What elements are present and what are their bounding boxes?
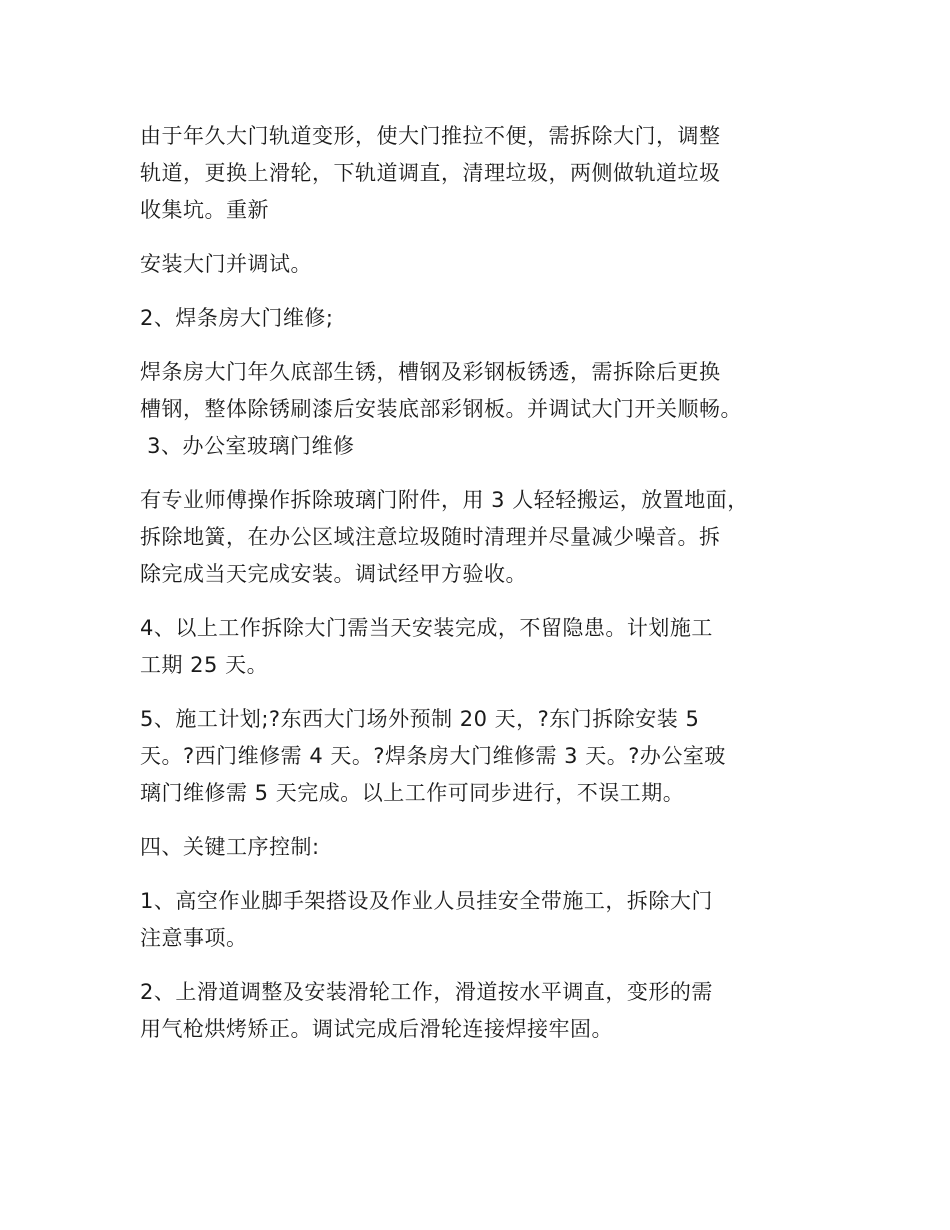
text-line: 焊条房大门年久底部生锈，槽钢及彩钢板锈透，需拆除后更换	[140, 360, 721, 384]
text-line: 天。?西门维修需 4 天。?焊条房大门维修需 3 天。?办公室玻	[140, 744, 726, 768]
text-line: 工期 25 天。	[140, 653, 269, 677]
paragraph-control-1	[140, 883, 825, 957]
document-body	[140, 118, 825, 1048]
text-line: 由于年久大门轨道变形，使大门推拉不便，需拆除大门，调整	[140, 124, 721, 148]
text-line: 4、以上工作拆除大门需当天安装完成，不留隐患。计划施工	[140, 616, 713, 640]
text-line: 拆除地簧，在办公区域注意垃圾随时清理并尽量减少噪音。拆	[140, 525, 721, 549]
text-line: 有专业师傅操作拆除玻璃门附件，用 3 人轻轻搬运，放置地面，	[140, 488, 749, 512]
text-line: 收集坑。重新	[140, 198, 269, 222]
text-line: 1、高空作业脚手架搭设及作业人员挂安全带施工，拆除大门	[140, 889, 713, 913]
paragraph-control-2	[140, 974, 825, 1048]
text-line: 用气枪烘烤矫正。调试完成后滑轮连接焊接牢固。	[140, 1017, 613, 1041]
heading-item-2	[140, 300, 825, 337]
text-line: 槽钢，整体除锈刷漆后安装底部彩钢板。并调试大门开关顺畅。	[140, 397, 742, 421]
text-line: 3、办公室玻璃门维修	[140, 434, 355, 458]
paragraph-item-4	[140, 610, 825, 684]
paragraph-item-2	[140, 354, 825, 465]
text-line: 除完成当天完成安装。调试经甲方验收。	[140, 562, 527, 586]
text-line: 四、关键工序控制:	[140, 835, 320, 859]
text-line: 安装大门并调试。	[140, 252, 312, 276]
text-line: 璃门维修需 5 天完成。以上工作可同步进行，不误工期。	[140, 781, 685, 805]
paragraph-item-3	[140, 482, 825, 593]
text-line: 轨道，更换上滑轮，下轨道调直，清理垃圾，两侧做轨道垃圾	[140, 161, 721, 185]
text-line: 2、上滑道调整及安装滑轮工作，滑道按水平调直，变形的需	[140, 980, 713, 1004]
paragraph-install	[140, 246, 825, 283]
text-line: 2、焊条房大门维修;	[140, 306, 334, 330]
paragraph-item-5	[140, 701, 825, 812]
paragraph-intro	[140, 118, 825, 229]
text-line: 注意事项。	[140, 926, 248, 950]
text-line: 5、施工计划;?东西大门场外预制 20 天，?东门拆除安装 5	[140, 707, 700, 731]
heading-section-4	[140, 829, 825, 866]
